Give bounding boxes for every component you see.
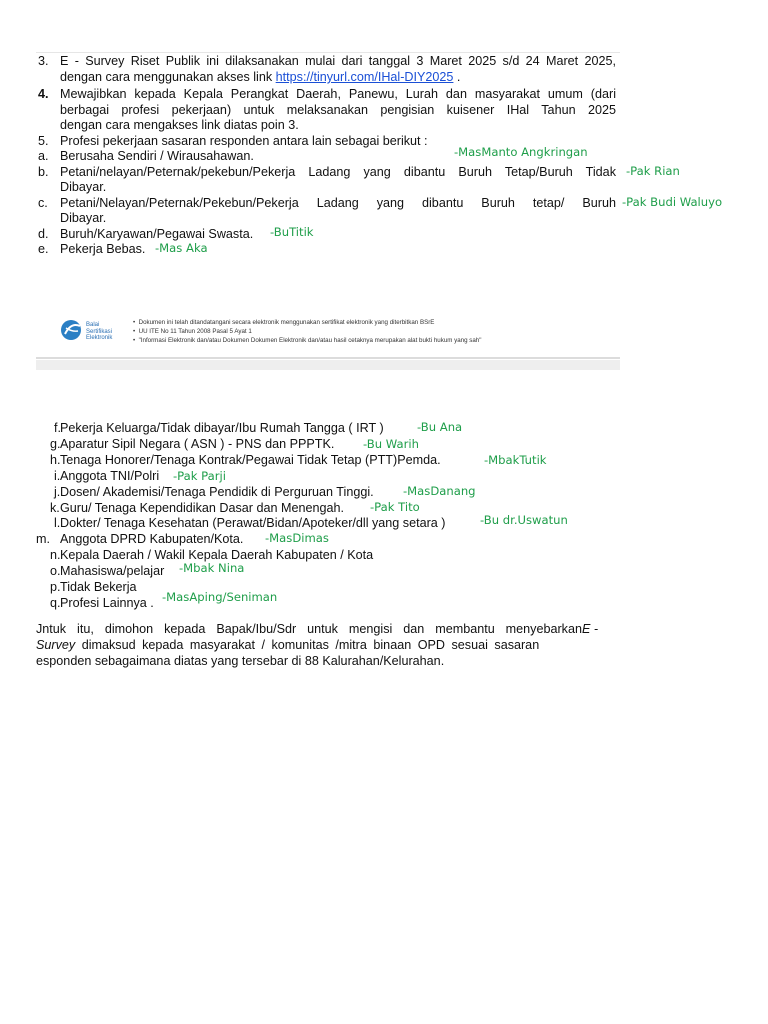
annotation-note: -Pak Rian (626, 164, 680, 178)
signature-bullet: • Dokumen ini telah ditandatangani secara elektronik menggunakan sertifikat elektronik yang diterbitkan BSrE (133, 319, 435, 326)
annotation-note: -MbakTutik (484, 453, 547, 467)
list-item-text: Guru/ Tenaga Kependidikan Dasar dan Menengah. (60, 501, 345, 515)
closing-paragraph-line: esponden sebagaimana diatas yang tersebar di 88 Kalurahan/Kelurahan. (36, 654, 445, 668)
annotation-note: -Pak Parji (173, 469, 226, 483)
annotation-note: -BuTitik (270, 225, 314, 239)
annotation-note: -MasDimas (265, 531, 329, 545)
bsre-name-line: Sertifikasi (86, 328, 113, 335)
list-item-letter: e. (38, 242, 49, 256)
list-item-text: Anggota DPRD Kabupaten/Kota. (60, 532, 244, 546)
list-item-letter: h. (50, 453, 61, 467)
closing-paragraph-line (36, 622, 616, 637)
item-text-line: Mewajibkan kepada Kepala Perangkat Daerah, Panewu, Lurah dan masyarakat umum (dari (60, 87, 616, 101)
closing-text: Jntuk itu, dimohon kepada Bapak/Ibu/Sdr untuk mengisi dan membantu menyebarkan (36, 622, 582, 636)
item-number: 3. (38, 54, 49, 68)
list-item-text: Mahasiswa/pelajar (60, 564, 165, 578)
list-item-letter: n. (50, 548, 61, 562)
list-item-letter: g. (50, 437, 61, 451)
list-item-text: Kepala Daerah / Wakil Kepala Daerah Kabupaten / Kota (60, 548, 374, 562)
list-item-letter: o. (50, 564, 61, 578)
list-item-text: Dosen/ Akademisi/Tenaga Pendidik di Perguruan Tinggi. (60, 485, 374, 499)
list-item-text: Petani/nelayan/Peternak/pekebun/Pekerja Ladang yang dibantu Buruh Tetap/Buruh Tidak (60, 165, 616, 179)
annotation-note: -Bu Warih (363, 437, 419, 451)
list-item-text: Dibayar. (60, 211, 107, 225)
list-item-text: Pekerja Bebas. (60, 242, 146, 256)
list-item-text: Tenaga Honorer/Tenaga Kontrak/Pegawai Tidak Tetap (PTT)Pemda. (60, 453, 441, 467)
list-item-letter: b. (38, 165, 49, 179)
annotation-note: -Mas Aka (155, 241, 208, 255)
closing-text: dimaksud kepada masyarakat / komunitas /mitra binaan OPD sesuai sasaran (75, 638, 540, 652)
list-item-text: Dokter/ Tenaga Kesehatan (Perawat/Bidan/Apoteker/dll yang setara ) (60, 516, 446, 530)
list-item-letter: a. (38, 149, 49, 163)
item-text-line: berbagai profesi pekerjaan) untuk melaksanakan pengisian kuisener IHal Tahun 2025 (60, 103, 616, 117)
bsre-name-line: Elektronik (86, 335, 113, 341)
item-text-line: Profesi pekerjaan sasaran responden antara lain sebagai berikut : (60, 134, 428, 148)
list-item-text: Profesi Lainnya . (60, 596, 154, 610)
item-text-line: E - Survey Riset Publik ini dilaksanakan mulai dari tanggal 3 Maret 2025 s/d 24 Maret 2025, (60, 54, 616, 68)
signature-bullet-text: "Informasi Elektronik dan/atau Dokumen Dokumen Elektronik dan/atau hasil cetaknya merupakan alat bukti hukum yang sah" (138, 337, 482, 344)
annotation-note: -MasDanang (403, 484, 476, 498)
signature-bullet-text: Dokumen ini telah ditandatangani secara elektronik menggunakan sertifikat elektronik yang diterbitkan BSrE (138, 319, 435, 326)
list-item-text: Anggota TNI/Polri (60, 469, 160, 483)
item-text-fragment: . (453, 70, 461, 84)
survey-link[interactable]: https://tinyurl.com/IHal-DIY2025 (275, 70, 454, 84)
closing-paragraph-line (36, 638, 608, 653)
list-item-letter: q. (50, 596, 61, 610)
list-item-letter: i. (54, 469, 61, 483)
bsre-name-line: Balai (86, 322, 100, 328)
list-item-letter: m. (36, 532, 50, 546)
item-number: 4. (38, 87, 49, 101)
list-item-text: Dibayar. (60, 180, 107, 194)
item-number: 5. (38, 134, 49, 148)
list-item-text: Berusaha Sendiri / Wirausahawan. (60, 149, 254, 163)
list-item-letter: f. (54, 421, 61, 435)
list-item-letter: k. (50, 501, 60, 515)
signature-bullet: • UU ITE No 11 Tahun 2008 Pasal 5 Ayat 1 (133, 328, 252, 335)
list-item-letter: c. (38, 196, 48, 210)
annotation-note: -Bu Ana (417, 420, 463, 434)
signature-bullet-text: UU ITE No 11 Tahun 2008 Pasal 5 Ayat 1 (138, 328, 252, 335)
annotation-note: -Pak Budi Waluyo (622, 195, 723, 209)
item-text-fragment: dengan cara menggunakan akses link (60, 70, 276, 84)
signature-bullet: • "Informasi Elektronik dan/atau Dokumen Dokumen Elektronik dan/atau hasil cetaknya merupakan alat bukti hukum yang sah" (133, 337, 482, 344)
list-item-letter: d. (38, 227, 49, 241)
document-page-part2 (36, 0, 620, 700)
closing-e: E - (582, 622, 599, 636)
annotation-note: -Mbak Nina (179, 561, 245, 575)
list-item-text: Aparatur Sipil Negara ( ASN ) - PNS dan PPPTK. (60, 437, 335, 451)
annotation-note: -Bu dr.Uswatun (480, 513, 568, 527)
item-text-line: dengan cara mengakses link diatas poin 3. (60, 118, 299, 132)
list-item-text: Tidak Bekerja (60, 580, 137, 594)
list-item-letter: j. (54, 485, 61, 499)
list-item-text: Pekerja Keluarga/Tidak dibayar/Ibu Rumah Tangga ( IRT ) (60, 421, 384, 435)
closing-survey: Survey (36, 638, 76, 652)
list-item-text: Buruh/Karyawan/Pegawai Swasta. (60, 227, 254, 241)
annotation-note: -MasManto Angkringan (454, 145, 588, 159)
annotation-note: -Pak Tito (370, 500, 420, 514)
list-item-letter: l. (54, 516, 61, 530)
list-item-text: Petani/Nelayan/Peternak/Pekebun/Pekerja Ladang yang dibantu Buruh tetap/ Buruh (60, 196, 616, 210)
annotation-note: -MasAping/Seniman (162, 590, 278, 604)
list-item-letter: p. (50, 580, 61, 594)
